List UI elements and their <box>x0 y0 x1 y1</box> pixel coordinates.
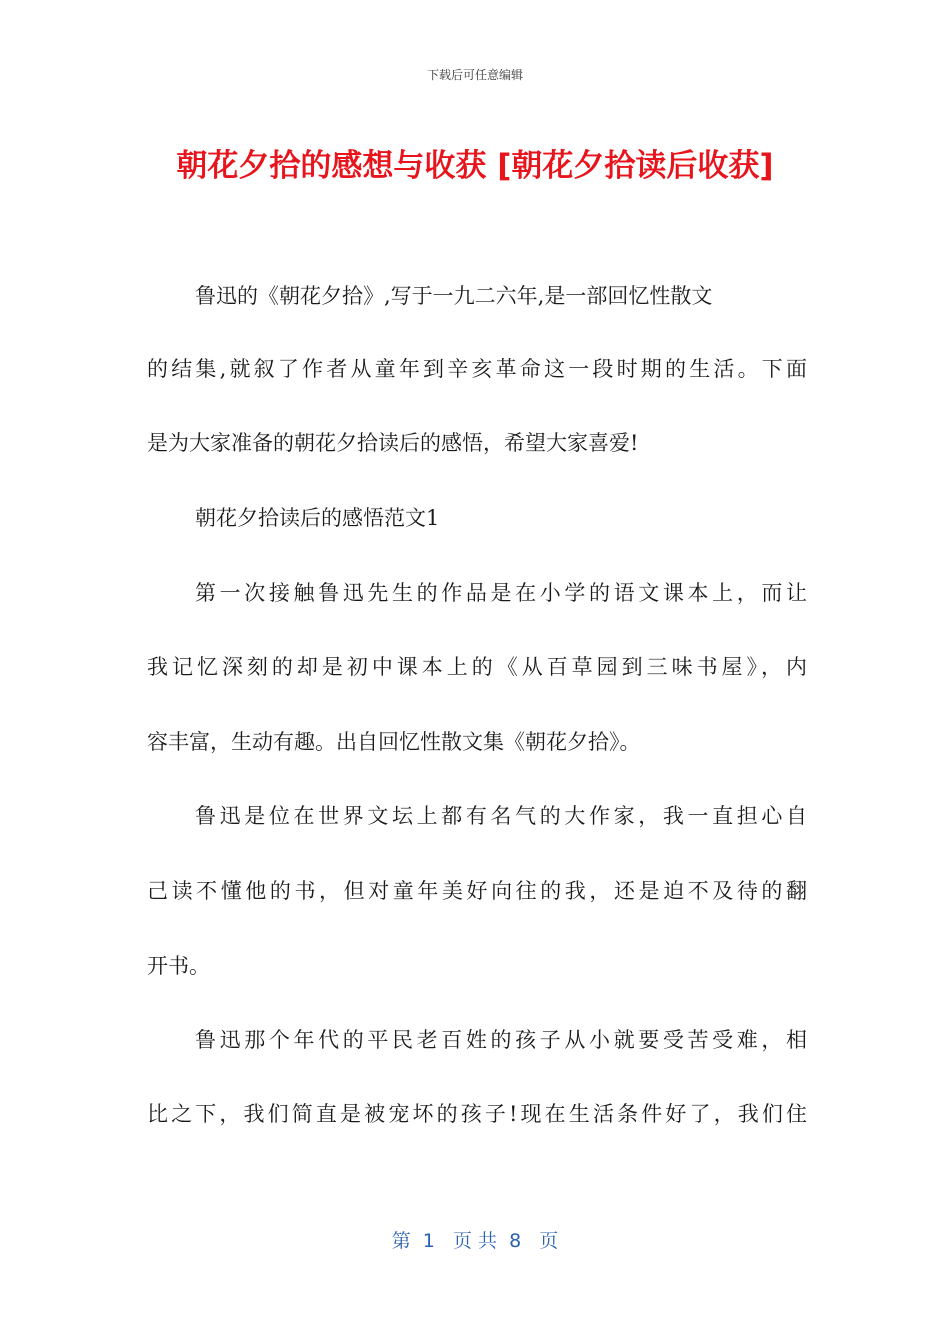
page-number-footer: 第 1 页 共 8 页 <box>391 1230 559 1252</box>
header-note: 下载后可任意编辑 <box>426 68 523 82</box>
paragraph-3-line-1: 鲁迅是位在世界文坛上都有名气的大作家，我一直担心自 <box>195 804 807 828</box>
paragraph-2-line-2: 我记忆深刻的却是初中课本上的《从百草园到三味书屋》，内 <box>147 655 807 679</box>
paragraph-2-line-3: 容丰富，生动有趣。出自回忆性散文集《朝花夕拾》。 <box>147 730 641 754</box>
paragraph-2-line-1: 第一次接触鲁迅先生的作品是在小学的语文课本上，而让 <box>195 581 807 605</box>
section-heading: 朝花夕拾读后的感悟范文1 <box>195 506 440 530</box>
paragraph-4-line-2: 比之下，我们简直是被宠坏的孩子!现在生活条件好了，我们住 <box>147 1102 807 1126</box>
paragraph-1-line-1: 鲁迅的《朝花夕拾》,写于一九二六年,是一部回忆性散文 <box>195 284 713 308</box>
paragraph-1-line-3: 是为大家准备的朝花夕拾读后的感悟，希望大家喜爱! <box>147 431 639 455</box>
paragraph-4-line-1: 鲁迅那个年代的平民老百姓的孩子从小就要受苦受难，相 <box>195 1028 807 1052</box>
document-title: 朝花夕拾的感想与收获 [朝花夕拾读后收获] <box>176 148 774 184</box>
paragraph-1-line-2: 的结集,就叙了作者从童年到辛亥革命这一段时期的生活。下面 <box>147 357 807 381</box>
paragraph-3-line-3: 开书。 <box>147 954 210 978</box>
paragraph-3-line-2: 己读不懂他的书，但对童年美好向往的我，还是迫不及待的翻 <box>147 879 807 903</box>
